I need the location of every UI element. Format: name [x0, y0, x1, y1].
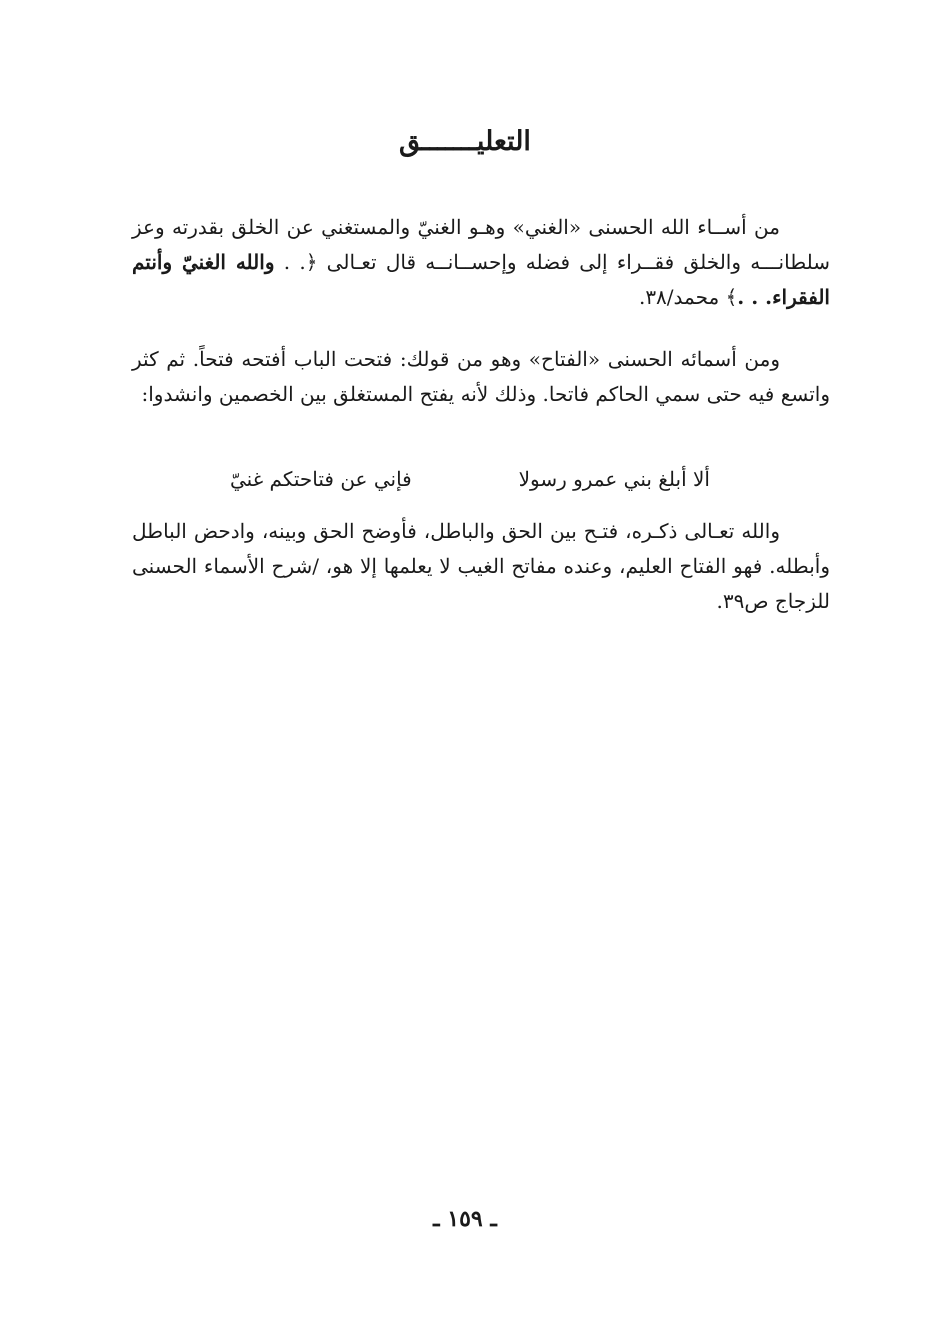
- paragraph-al-fattah: [132, 342, 830, 412]
- paragraph-conclusion: [132, 514, 830, 619]
- quranic-quote: والله الغنيّ وأنتم الفقراء. . .: [132, 250, 830, 309]
- verse-first-hemistich: ألا أبلغ بني عمرو رسولا: [518, 467, 710, 491]
- paragraph-text: من أســاء الله الحسنى «الغني» وهـو الغنيّ والمستغني عن الخلق بقدرته وعز سلطانـــه والخلق فقــراء إلى فضله وإحســانــه قال تعـالى ﴿. .: [132, 215, 830, 274]
- page-title: التعليـــــــق: [399, 126, 531, 157]
- page-number: ـ ١٥٩ ـ: [433, 1206, 497, 1232]
- poetry-verse: [230, 462, 710, 497]
- paragraph-text: والله تعـالى ذكـره، فتـح بين الحق والباطل، فأوضح الحق وبينه، وادحض الباطل وأبطله. فهو الفتاح العليم، وعنده مفاتح الغيب لا يعلمها إلا هو، /شرح الأسماء الحسنى للزجاج ص٣٩.: [132, 519, 830, 613]
- verse-second-hemistich: فإني عن فتاحتكم غنيّ: [230, 467, 412, 491]
- quote-reference: ﴾ محمد/٣٨.: [638, 285, 738, 309]
- paragraph-text: ومن أسمائه الحسنى «الفتاح» وهو من قولك: فتحت الباب أفتحه فتحاً. ثم كثر واتسع فيه حتى سمي الحاكم فاتحا. وذلك لأنه يفتح المستغلق بين الخصمين وانشدوا:: [132, 347, 830, 406]
- paragraph-al-ghani: [132, 210, 830, 315]
